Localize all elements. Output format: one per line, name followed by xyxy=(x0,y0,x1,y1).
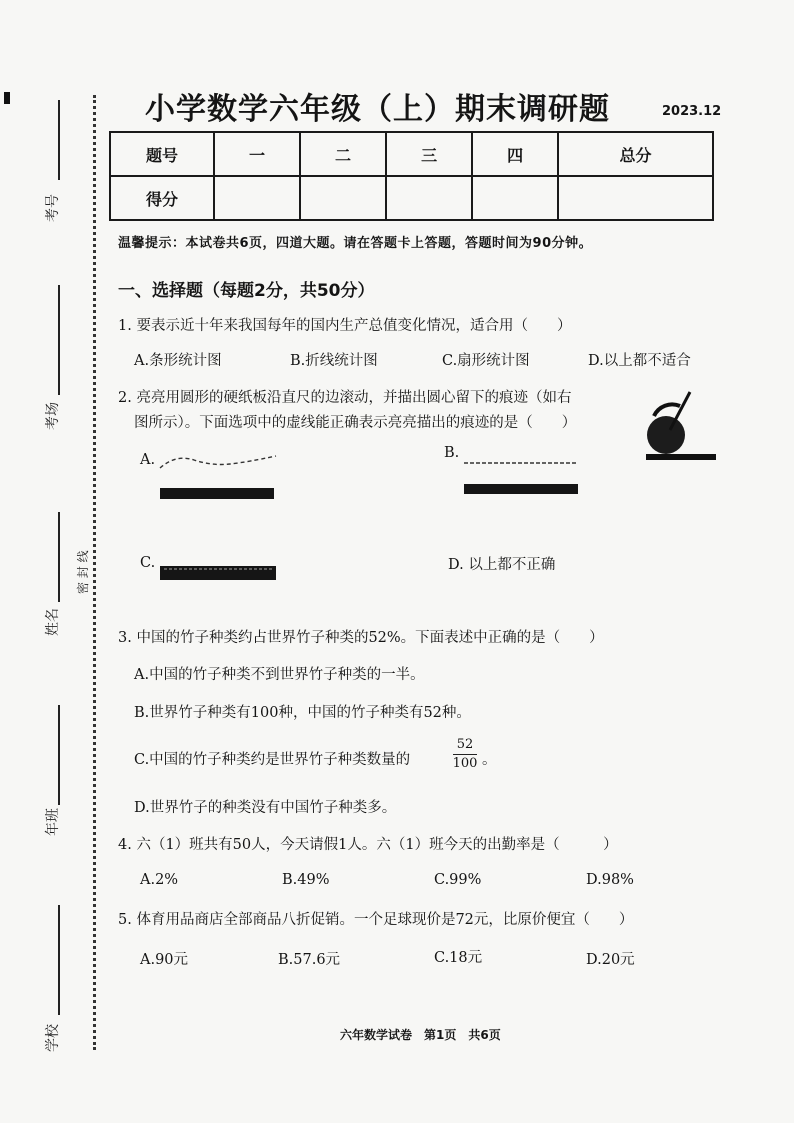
section-heading: 一、选择题（每题2分，共50分） xyxy=(118,281,375,301)
fraction-denominator: 100 xyxy=(452,756,478,771)
question-1-stem: 1. 要表示近十年来我国每年的国内生产总值变化情况，适合用（ ） xyxy=(118,318,572,334)
question-5-option-c[interactable]: C.18元 xyxy=(434,950,483,966)
question-3-option-a[interactable]: A.中国的竹子种类不到世界竹子种类的一半。 xyxy=(134,667,425,683)
question-4-option-b[interactable]: B.49% xyxy=(282,872,330,888)
question-2-option-d[interactable]: D. 以上都不正确 xyxy=(448,557,556,573)
question-2-option-c[interactable]: C. xyxy=(140,555,156,571)
score-input-cell[interactable] xyxy=(300,176,386,220)
score-input-cell[interactable] xyxy=(214,176,300,220)
question-1-option-a[interactable]: A.条形统计图 xyxy=(134,353,222,369)
table-cell: 题号 xyxy=(110,132,214,176)
question-3-option-d[interactable]: D.世界竹子的种类没有中国竹子种类多。 xyxy=(134,800,397,816)
table-cell: 三 xyxy=(386,132,472,176)
question-3-option-b[interactable]: B.世界竹子种类有100种，中国的竹子种类有52种。 xyxy=(134,705,471,721)
question-4-stem: 4. 六（1）班共有50人，今天请假1人。六（1）班今天的出勤率是（ ） xyxy=(118,837,618,853)
question-2-stem-line-1: 2. 亮亮用圆形的硬纸板沿直尺的边滚动，并描出圆心留下的痕迹（如右 xyxy=(118,390,572,406)
exam-room-line xyxy=(58,285,60,395)
fraction-numerator: 52 xyxy=(456,737,474,752)
table-cell: 一 xyxy=(214,132,300,176)
question-3-option-c-end: 。 xyxy=(482,752,497,768)
page-footer: 六年数学试卷 第1页 共6页 xyxy=(340,1028,501,1042)
question-2-option-a[interactable]: A. xyxy=(140,452,156,468)
exam-tip: 温馨提示：本试卷共6页，四道大题。请在答题卡上答题，答题时间为90分钟。 xyxy=(118,236,593,251)
table-cell: 二 xyxy=(300,132,386,176)
question-5-option-b[interactable]: B.57.6元 xyxy=(278,952,341,968)
name-line xyxy=(58,512,60,602)
question-1-option-d[interactable]: D.以上都不适合 xyxy=(588,353,691,369)
seal-line-label: 密 封 线 xyxy=(72,546,93,598)
score-table-row xyxy=(110,132,713,176)
seal-dotted-line xyxy=(93,95,96,1050)
score-table xyxy=(109,131,714,221)
corner-mark xyxy=(4,92,10,104)
class-label: 年班 xyxy=(45,808,61,836)
school-label: 学校 xyxy=(45,1024,61,1052)
score-input-cell[interactable] xyxy=(386,176,472,220)
table-cell: 四 xyxy=(472,132,558,176)
exam-date: 2023.12 xyxy=(662,104,722,119)
exam-number-line xyxy=(58,100,60,180)
exam-room-label: 考场 xyxy=(45,402,61,430)
question-1-option-b[interactable]: B.折线统计图 xyxy=(290,353,378,369)
question-3-option-c[interactable]: C.中国的竹子种类约是世界竹子种类数量的 xyxy=(134,752,411,768)
table-cell: 总分 xyxy=(558,132,713,176)
score-input-cell[interactable] xyxy=(472,176,558,220)
question-5-option-a[interactable]: A.90元 xyxy=(140,952,189,968)
rolling-disc-figure xyxy=(640,380,720,466)
question-5-stem: 5. 体育用品商店全部商品八折促销。一个足球现价是72元，比原价便宜（ ） xyxy=(118,912,634,928)
page-title: 小学数学六年级（上）期末调研题 xyxy=(145,92,610,127)
exam-number-label: 考号 xyxy=(45,194,61,222)
table-cell: 得分 xyxy=(110,176,214,220)
question-2-stem-line-2: 图所示）。下面选项中的虚线能正确表示亮亮描出的痕迹的是（ ） xyxy=(134,415,577,431)
school-line xyxy=(58,905,60,1015)
option-b-line-figure xyxy=(462,454,582,498)
score-input-cell[interactable] xyxy=(558,176,713,220)
question-4-option-a[interactable]: A.2% xyxy=(140,872,179,888)
question-3-stem: 3. 中国的竹子种类约占世界竹子种类的52%。下面表述中正确的是（ ） xyxy=(118,630,604,646)
question-5-option-d[interactable]: D.20元 xyxy=(586,952,635,968)
class-line xyxy=(58,705,60,805)
question-4-option-c[interactable]: C.99% xyxy=(434,872,482,888)
name-label: 姓名 xyxy=(45,608,61,636)
question-1-option-c[interactable]: C.扇形统计图 xyxy=(442,353,530,369)
question-4-option-d[interactable]: D.98% xyxy=(586,872,634,888)
question-2-option-b[interactable]: B. xyxy=(444,445,460,461)
fraction xyxy=(451,737,479,772)
option-a-wave-figure xyxy=(158,448,278,504)
option-c-line-figure xyxy=(158,562,280,584)
fraction-bar xyxy=(453,754,477,755)
score-table-row xyxy=(110,176,713,220)
